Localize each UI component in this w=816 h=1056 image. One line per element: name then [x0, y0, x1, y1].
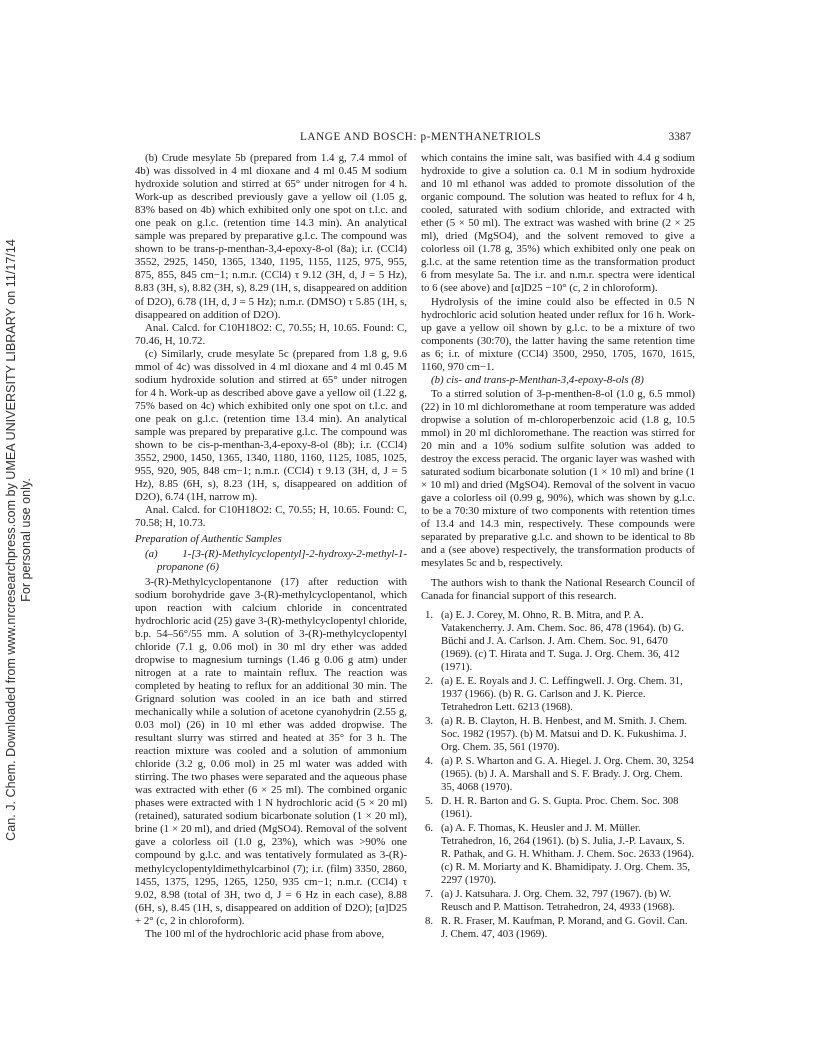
reference-list: [421, 609, 695, 941]
left-column: [135, 152, 407, 941]
paragraph-epoxidation: To a stirred solution of 3-p-menthen-8-ol (1.0 g, 6.5 mmol) (22) in 10 ml dichloromethane at room temperature was added dropwise a solution of m-chloroperbenzoic acid (1.8 g, 10.5 mmol) in 20 ml dichloromethane. The reaction was stirred for 20 min and a 10% sodium sulfite solution was added to destroy the excess peracid. The organic layer was washed with saturated sodium bicarbonate solution (1 × 10 ml) and brine (1 × 10 ml) and dried (MgSO4). Removal of the solvent in vacuo gave a colorless oil (0.99 g, 90%), which was shown by g.l.c. to be a 70:30 mixture of two components with retention times of 13.4 and 14.3 min, respectively. These compounds were separated by preparative g.l.c. and shown to be identical to 8b and a (see above) respectively, the transformation products of mesylates 5c and b, respectively.: [421, 387, 695, 570]
paragraph-hydrolysis: Hydrolysis of the imine could also be effected in 0.5 N hydrochloric acid solution heated under reflux for 16 h. Work-up gave a yellow oil shown by g.l.c. to be a mixture of two components (30:70), the latter having the same retention time as 6; i.r. of mixture (CCl4) 3500, 2950, 1705, 1670, 1615, 1160, 970 cm−1.: [421, 295, 695, 373]
paragraph-hydrochloric-phase: The 100 ml of the hydrochloric acid phase from above,: [145, 927, 385, 940]
page-number: 3387: [668, 131, 691, 143]
subheading-compound-6: (a) 1-[3-(R)-Methylcyclopentyl]-2-hydroxy-2-methyl-1-propanone (6): [145, 548, 407, 574]
section-heading-authentic-samples: Preparation of Authentic Samples: [135, 533, 282, 546]
analysis-8b: Anal. Calcd. for C10H18O2: C, 70.55; H, 10.65. Found: C, 70.58; H, 10.73.: [135, 504, 407, 530]
reference-item: 4. (a) P. S. Wharton and G. A. Hiegel. J. Org. Chem. 30, 3254 (1965). (b) J. A. Marshall and S. F. Brady. J. Org. Chem. 35, 4068 (1970).: [425, 754, 694, 793]
reference-item: 7. (a) J. Katsuhara. J. Org. Chem. 32, 797 (1967). (b) W. Reusch and P. Mattison. Tetrahedron, 24, 4933 (1968).: [425, 887, 675, 913]
reference-item: 8. R. R. Fraser, M. Kaufman, P. Morand, and G. Govil. Can. J. Chem. 47, 403 (1969).: [425, 914, 688, 940]
reference-item: 1. (a) E. J. Corey, M. Ohno, R. B. Mitra, and P. A. Vatakencherry. J. Am. Chem. Soc. 86, 478 (1964). (b) G. Büchi and J. A. Carlson. J. Am. Chem. Soc. 91, 6470 (1969). (c) T. Hirata and T. Suga. J. Org. Chem. 36, 412 (1971).: [425, 608, 684, 673]
acknowledgement: The authors wish to thank the National Research Council of Canada for financial support of this research.: [421, 576, 695, 602]
paragraph-methylcyclopentanone: 3-(R)-Methylcyclopentanone (17) after reduction with sodium borohydride gave 3-(R)-methylcyclopentanol, which upon reaction with calcium chloride in concentrated hydrochloric acid (25) gave 3-(R)-methylcyclopentyl chloride, b.p. 54–56°/55 mm. A solution of 3-(R)-methylcyclopentyl chloride (7.1 g, 0.06 mol) in 30 ml dry ether was added dropwise to magnesium turnings (1.46 g 0.06 g atm) under nitrogen at a rate to maintain reflux. The reaction was completed by heating to reflux for an additional 30 min. The Grignard solution was cooled in an ice bath and stirred mechanically while a solution of acetone cyanohydrin (2.55 g, 0.03 mol) (26) in 10 ml ether was added dropwise. The resultant slurry was stirred and heated at 35° for 3 h. The reaction mixture was cooled and a solution of ammonium chloride (3.2 g, 0.06 mol) in 25 ml water was added with stirring. The two phases were separated and the aqueous phase was extracted with ether (6 × 25 ml). The combined organic phases were extracted with 1 N hydrochloric acid (5 × 20 ml) (retained), saturated sodium bicarbonate solution (1 × 20 ml), brine (1 × 20 ml), and dried (MgSO4). Removal of the solvent gave a colorless oil (1.0 g, 23%), which was >90% one compound by g.l.c. and was tentatively formulated as 3-(R)-methylcyclopentyldimethylcarbinol (7); i.r. (film) 3350, 2860, 1455, 1375, 1295, 1265, 1250, 935 cm−1; n.m.r. (CCl4) τ 9.02, 8.98 (total of 3H, two d, J = 6 Hz in each case), 8.88 (6H, s), 8.45 (1H, s, disappeared on addition of D2O); [α]D25 + 2° (c, 2 in chloroform).: [135, 575, 407, 927]
subheading-epoxy-ols: (b) cis- and trans-p-Menthan-3,4-epoxy-8-ols (8): [431, 373, 644, 386]
reference-item: 6. (a) A. F. Thomas, K. Heusler and J. M. Müller. Tetrahedron, 16, 264 (1961). (b) S. Julia, J.-P. Lavaux, S. R. Pathak, and G. H. Whitham. J. Chem. Soc. 2633 (1964). (c) R. M. Moriarty and K. Bhamidipaty. J. Org. Chem. 35, 2297 (1970).: [425, 821, 695, 886]
right-column: [421, 152, 695, 942]
reference-item: 2. (a) E. E. Royals and J. C. Leffingwell. J. Org. Chem. 31, 1937 (1966). (b) R. G. Carlson and J. K. Pierce. Tetrahedron Lett. 6213 (1968).: [425, 674, 683, 713]
running-head: LANGE AND BOSCH: p-MENTHANETRIOLS: [300, 131, 542, 143]
paragraph-mesylate-5c: (c) Similarly, crude mesylate 5c (prepared from 1.8 g, 9.6 mmol of 4c) was dissolved in 4 ml dioxane and 4 ml 0.45 M sodium hydroxide solution and stirred at 65° under nitrogen for 4 h. Work-up as described above gave a yellow oil (1.22 g, 75% based on 4c) which exhibited only one spot on t.l.c. and one peak on g.l.c. (retention time 13.4 min). An analytical sample was prepared by preparative g.l.c. The compound was shown to be cis-p-menthan-3,4-epoxy-8-ol (8b); i.r. (CCl4) 3552, 2900, 1450, 1365, 1340, 1180, 1160, 1125, 1085, 1025, 955, 920, 905, 848 cm−1; n.m.r. (CCl4) τ 9.13 (3H, d, J = 5 Hz), 8.85 (6H, s), 8.23 (1H, s, disappeared on addition of D2O), 6.74 (1H, narrow m).: [135, 347, 407, 504]
download-notice-line-1: Can. J. Chem. Downloaded from www.nrcresearchpress.com by UMEA UNIVERSITY LIBRARY on 11/17/14: [4, 239, 18, 841]
paragraph-mesylate-5b: (b) Crude mesylate 5b (prepared from 1.4 g, 7.4 mmol of 4b) was dissolved in 4 ml dioxane and 4 ml 0.45 M sodium hydroxide solution and stirred at 65° under nitrogen for 4 h. Work-up as described previously gave a yellow oil (1.05 g, 83% based on 4b) which exhibited only one spot on t.l.c. and one peak on g.l.c. (retention time 14.3 min). An analytical sample was prepared by preparative g.l.c. The compound was shown to be trans-p-menthan-3,4-epoxy-8-ol (8a); i.r. (CCl4) 3552, 2925, 1450, 1365, 1340, 1195, 1155, 1125, 975, 955, 875, 855, 845 cm−1; n.m.r. (CCl4) τ 9.12 (3H, d, J = 5 Hz), 8.83 (3H, s), 8.82 (3H, s), 8.29 (1H, s, disappeared on addition of D2O), 6.78 (1H, d, J = 5 Hz); n.m.r. (DMSO) τ 5.85 (1H, s, disappeared on addition of D2O).: [135, 152, 407, 321]
reference-item: 5. D. H. R. Barton and G. S. Gupta. Proc. Chem. Soc. 308 (1961).: [425, 794, 679, 820]
paragraph-imine-salt: which contains the imine salt, was basified with 4.4 g sodium hydroxide to give a solution ca. 0.1 M in sodium hydroxide and 10 ml ethanol was added to promote dissolution of the organic compound. The solution was heated to reflux for 4 h, cooled, saturated with sodium chloride, and extracted with ether (5 × 50 ml). The extract was washed with brine (2 × 25 ml), dried (MgSO4), and the solvent removed to give a colorless oil (1.78 g, 35%) which exhibited only one peak on g.l.c. at the same retention time as the transformation product 6 from mesylate 5a. The i.r. and n.m.r. spectra were identical to 6 (see above) and [α]D25 −10° (c, 2 in chloroform).: [421, 152, 695, 295]
analysis-8a: Anal. Calcd. for C10H18O2: C, 70.55; H, 10.65. Found: C, 70.46, H, 10.72.: [135, 321, 407, 347]
download-notice-line-2: For personal use only.: [19, 478, 33, 602]
reference-item: 3. (a) R. B. Clayton, H. B. Henbest, and M. Smith. J. Chem. Soc. 1982 (1957). (b) M. Matsui and D. K. Fukushima. J. Org. Chem. 35, 561 (1970).: [425, 714, 688, 753]
download-notice: [2, 110, 36, 970]
